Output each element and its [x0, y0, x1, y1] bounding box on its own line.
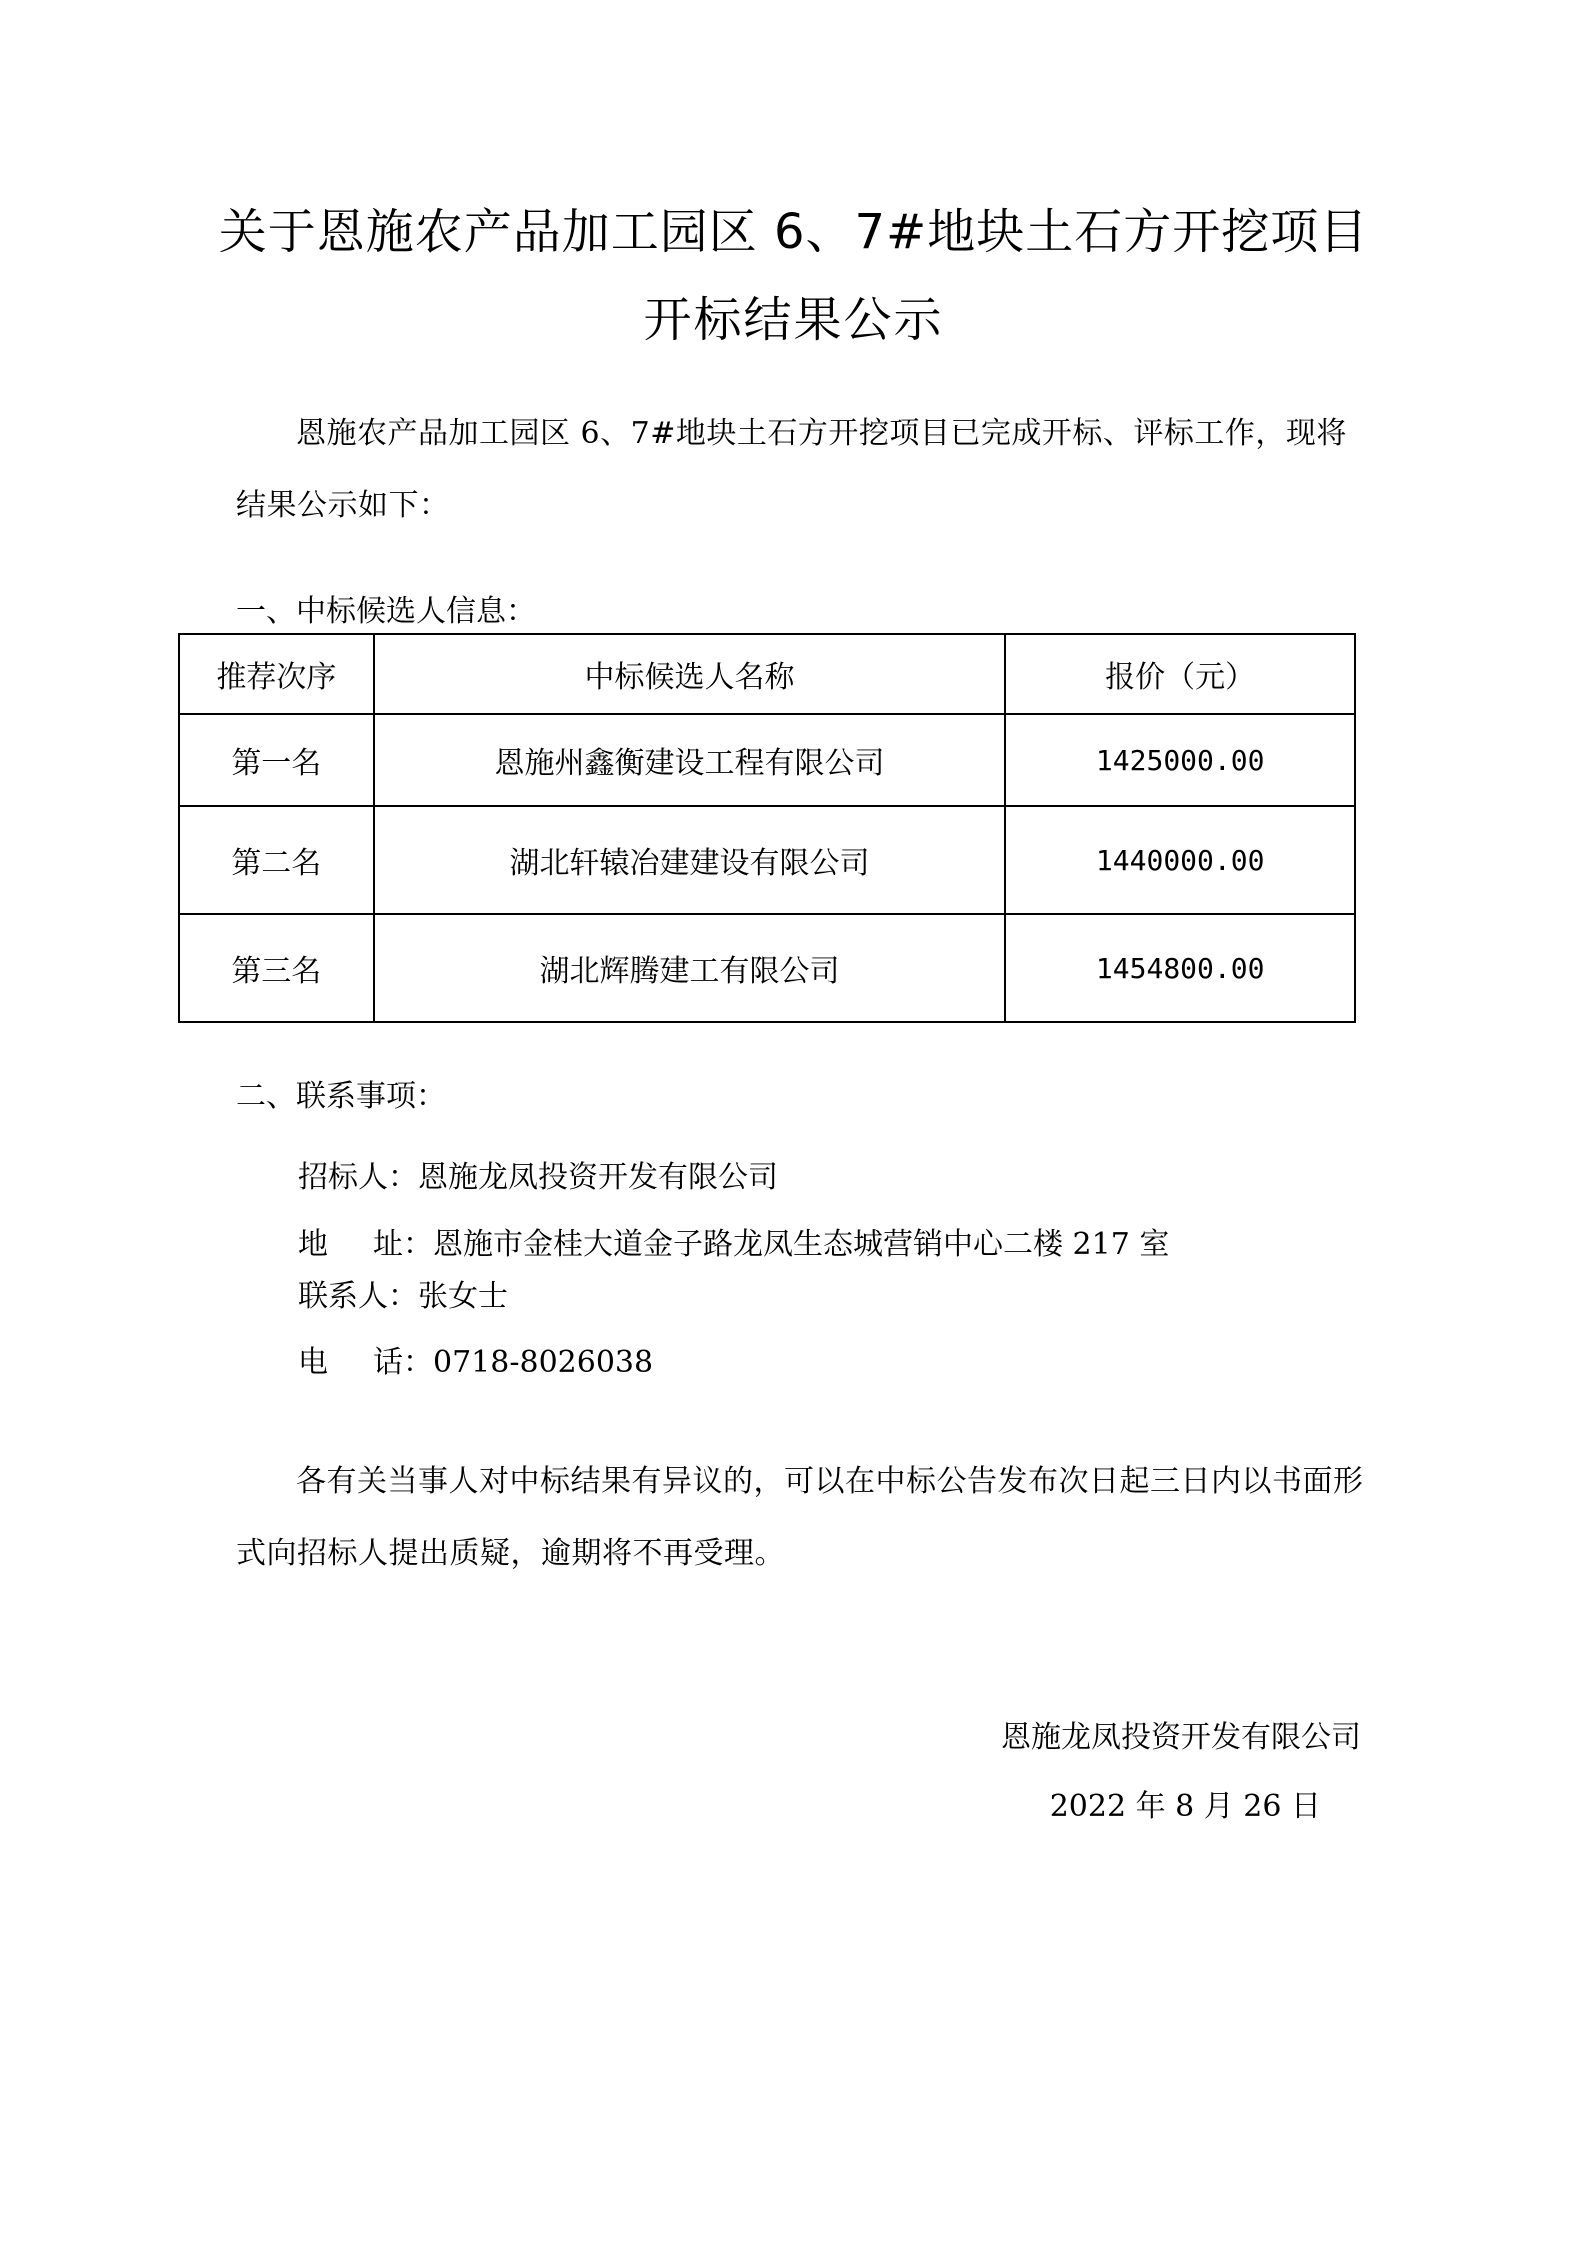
signature-organization: 恩施龙凤投资开发有限公司 — [1001, 1720, 1361, 1755]
header-rank: 推荐次序 — [179, 634, 374, 714]
cell-rank: 第三名 — [179, 914, 374, 1022]
phone-value: 0718-8026038 — [433, 1345, 654, 1380]
document-title-line-2: 开标结果公示 — [643, 292, 944, 348]
phone-label-char-2: 话： — [373, 1345, 433, 1380]
cell-price: 1425000.00 — [1005, 714, 1355, 806]
address-label-char-2: 址： — [373, 1227, 433, 1262]
table-row — [179, 914, 1355, 1022]
intro-paragraph: 恩施农产品加工园区 6、7#地块土石方开挖项目已完成开标、评标工作，现将结果公示如下： — [236, 416, 1347, 523]
cell-name: 湖北辉腾建工有限公司 — [374, 914, 1006, 1022]
contact-person-value: 张女士 — [418, 1279, 508, 1314]
candidates-table — [178, 633, 1356, 1023]
table-row — [179, 714, 1355, 806]
table-header-row — [179, 634, 1355, 714]
cell-price: 1440000.00 — [1005, 806, 1355, 914]
tenderer-value: 恩施龙凤投资开发有限公司 — [418, 1160, 778, 1195]
cell-name: 恩施州鑫衡建设工程有限公司 — [374, 714, 1006, 806]
document-title-line-1: 关于恩施农产品加工园区 6、7#地块土石方开挖项目 — [218, 204, 1369, 260]
header-price: 报价（元） — [1005, 634, 1355, 714]
cell-price: 1454800.00 — [1005, 914, 1355, 1022]
cell-rank: 第一名 — [179, 714, 374, 806]
contact-person-line — [298, 1279, 508, 1314]
contact-phone-line — [298, 1345, 654, 1380]
contact-tenderer-line — [298, 1160, 778, 1195]
phone-label-char-1: 电 — [298, 1345, 328, 1380]
address-label-char-1: 地 — [298, 1227, 328, 1262]
table-row — [179, 806, 1355, 914]
header-name: 中标候选人名称 — [374, 634, 1006, 714]
address-label — [298, 1227, 433, 1262]
cell-rank: 第二名 — [179, 806, 374, 914]
section-heading-contact: 二、联系事项： — [236, 1079, 446, 1114]
phone-label — [298, 1345, 433, 1380]
tenderer-label: 招标人： — [298, 1160, 418, 1195]
signature-date: 2022 年 8 月 26 日 — [1049, 1789, 1321, 1824]
contact-address-line — [298, 1227, 1170, 1262]
contact-person-label: 联系人： — [298, 1279, 418, 1314]
objection-notice-paragraph: 各有关当事人对中标结果有异议的，可以在中标公告发布次日起三日内以书面形式向招标人提出质疑，逾期将不再受理。 — [236, 1464, 1364, 1571]
section-heading-candidates: 一、中标候选人信息： — [236, 594, 536, 629]
address-value: 恩施市金桂大道金子路龙凤生态城营销中心二楼 217 室 — [433, 1227, 1170, 1262]
cell-name: 湖北轩辕冶建建设有限公司 — [374, 806, 1006, 914]
